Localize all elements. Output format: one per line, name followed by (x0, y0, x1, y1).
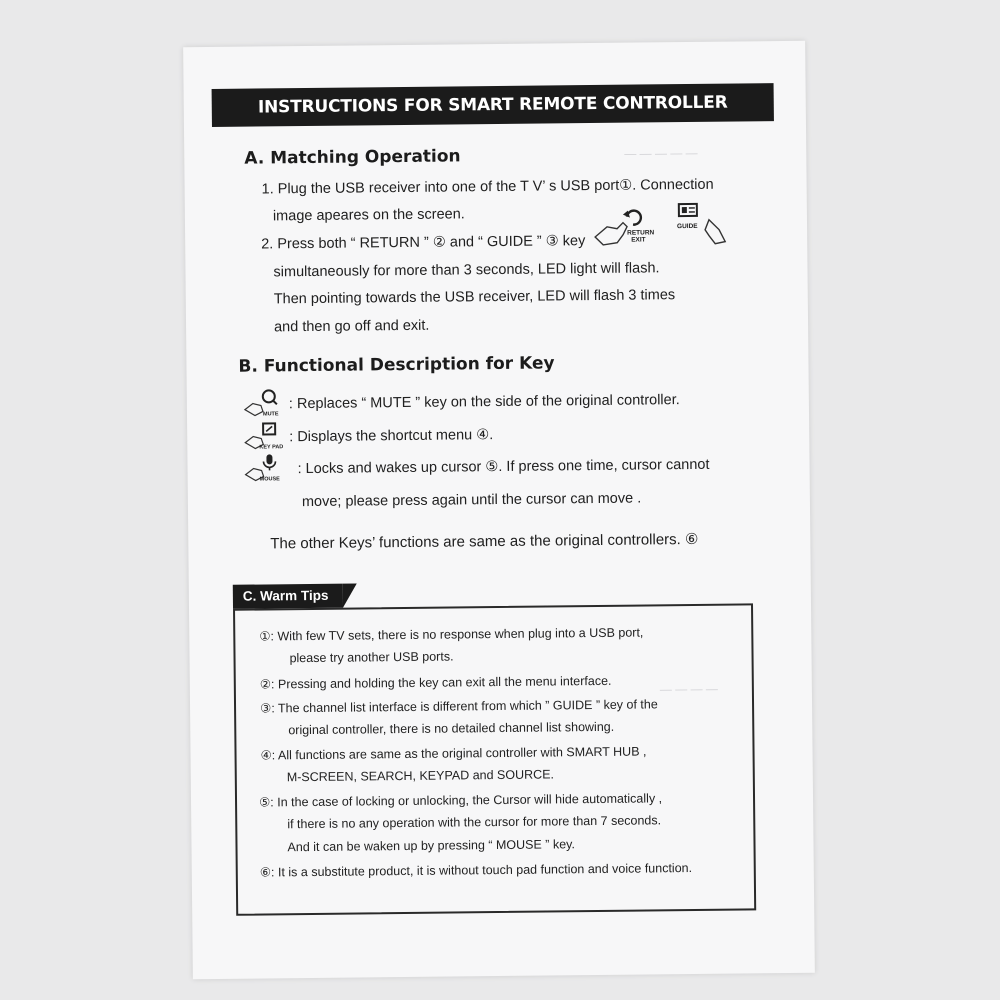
section-b-line: : Locks and wakes up cursor ⑤. If press one time, cursor cannot (297, 456, 710, 478)
section-b-heading: B. Functional Description for Key (238, 353, 555, 377)
section-a-line: 2. Press both “ RETURN ” ② and “ GUIDE ” ③ key (261, 233, 586, 253)
svg-text:MOUSE: MOUSE (259, 476, 280, 483)
tip-line: ⑥: It is a substitute product, it is without touch pad function and voice function. (259, 860, 693, 880)
section-a-line: image apeares on the screen. (272, 206, 465, 225)
keypad-hand-icon (243, 420, 287, 450)
show-through-text: — — — — — (624, 145, 698, 161)
guide-hand-icon (669, 200, 733, 249)
tip-line: please try another USB ports. (289, 649, 454, 666)
section-a-line: and then go off and exit. (273, 317, 430, 336)
tip-line: ④: All functions are same as the original controller with SMART HUB , (260, 744, 647, 763)
section-b-line: : Displays the shortcut menu ④. (289, 427, 494, 446)
mouse-hand-icon (243, 452, 287, 482)
section-b-line: move; please press again until the cursor can move . (301, 490, 642, 511)
tip-line: ③: The channel list interface is different from which ” GUIDE ” key of the (259, 697, 658, 716)
tip-line: original controller, there is no detailed channel list showing. (288, 719, 615, 738)
section-b-footer-line: The other Keys’ functions are same as the original controllers. ⑥ (270, 530, 699, 553)
svg-text:MUTE: MUTE (262, 411, 279, 418)
warm-tips-tab: C. Warm Tips (233, 584, 343, 609)
tip-line: M-SCREEN, SEARCH, KEYPAD and SOURCE. (286, 767, 555, 785)
svg-text:EXIT: EXIT (631, 236, 646, 244)
return-exit-hand-icon (593, 202, 655, 249)
tip-line: ⑤: In the case of locking or unlocking, the Cursor will hide automatically , (258, 791, 663, 810)
tip-line: And it can be waken up by pressing “ MOUSE ” key. (287, 837, 575, 855)
show-through-text: — — — — (659, 681, 718, 697)
section-a-heading: A. Matching Operation (244, 146, 461, 169)
warm-tips-tab-notch (343, 583, 357, 607)
tip-line: if there is no any operation with the cursor for more than 7 seconds. (287, 813, 662, 832)
title-banner: INSTRUCTIONS FOR SMART REMOTE CONTROLLER (212, 83, 774, 127)
section-a-line: Then pointing towards the USB receiver, LED will flash 3 times (273, 287, 676, 308)
svg-text:KEY PAD: KEY PAD (259, 444, 284, 451)
section-a-line: simultaneously for more than 3 seconds, LED light will flash. (273, 260, 660, 281)
mute-hand-icon (243, 387, 287, 417)
tip-line: ②: Pressing and holding the key can exit all the menu interface. (259, 673, 612, 692)
svg-text:GUIDE: GUIDE (677, 222, 698, 231)
section-a-line: 1. Plug the USB receiver into one of the T V’ s USB port①. Connection (261, 176, 714, 198)
instruction-sheet (183, 41, 815, 979)
section-b-line: : Replaces “ MUTE ” key on the side of the original controller. (288, 392, 680, 413)
svg-text:RETURN: RETURN (627, 229, 655, 237)
tip-line: ①: With few TV sets, there is no response when plug into a USB port, (259, 625, 644, 644)
